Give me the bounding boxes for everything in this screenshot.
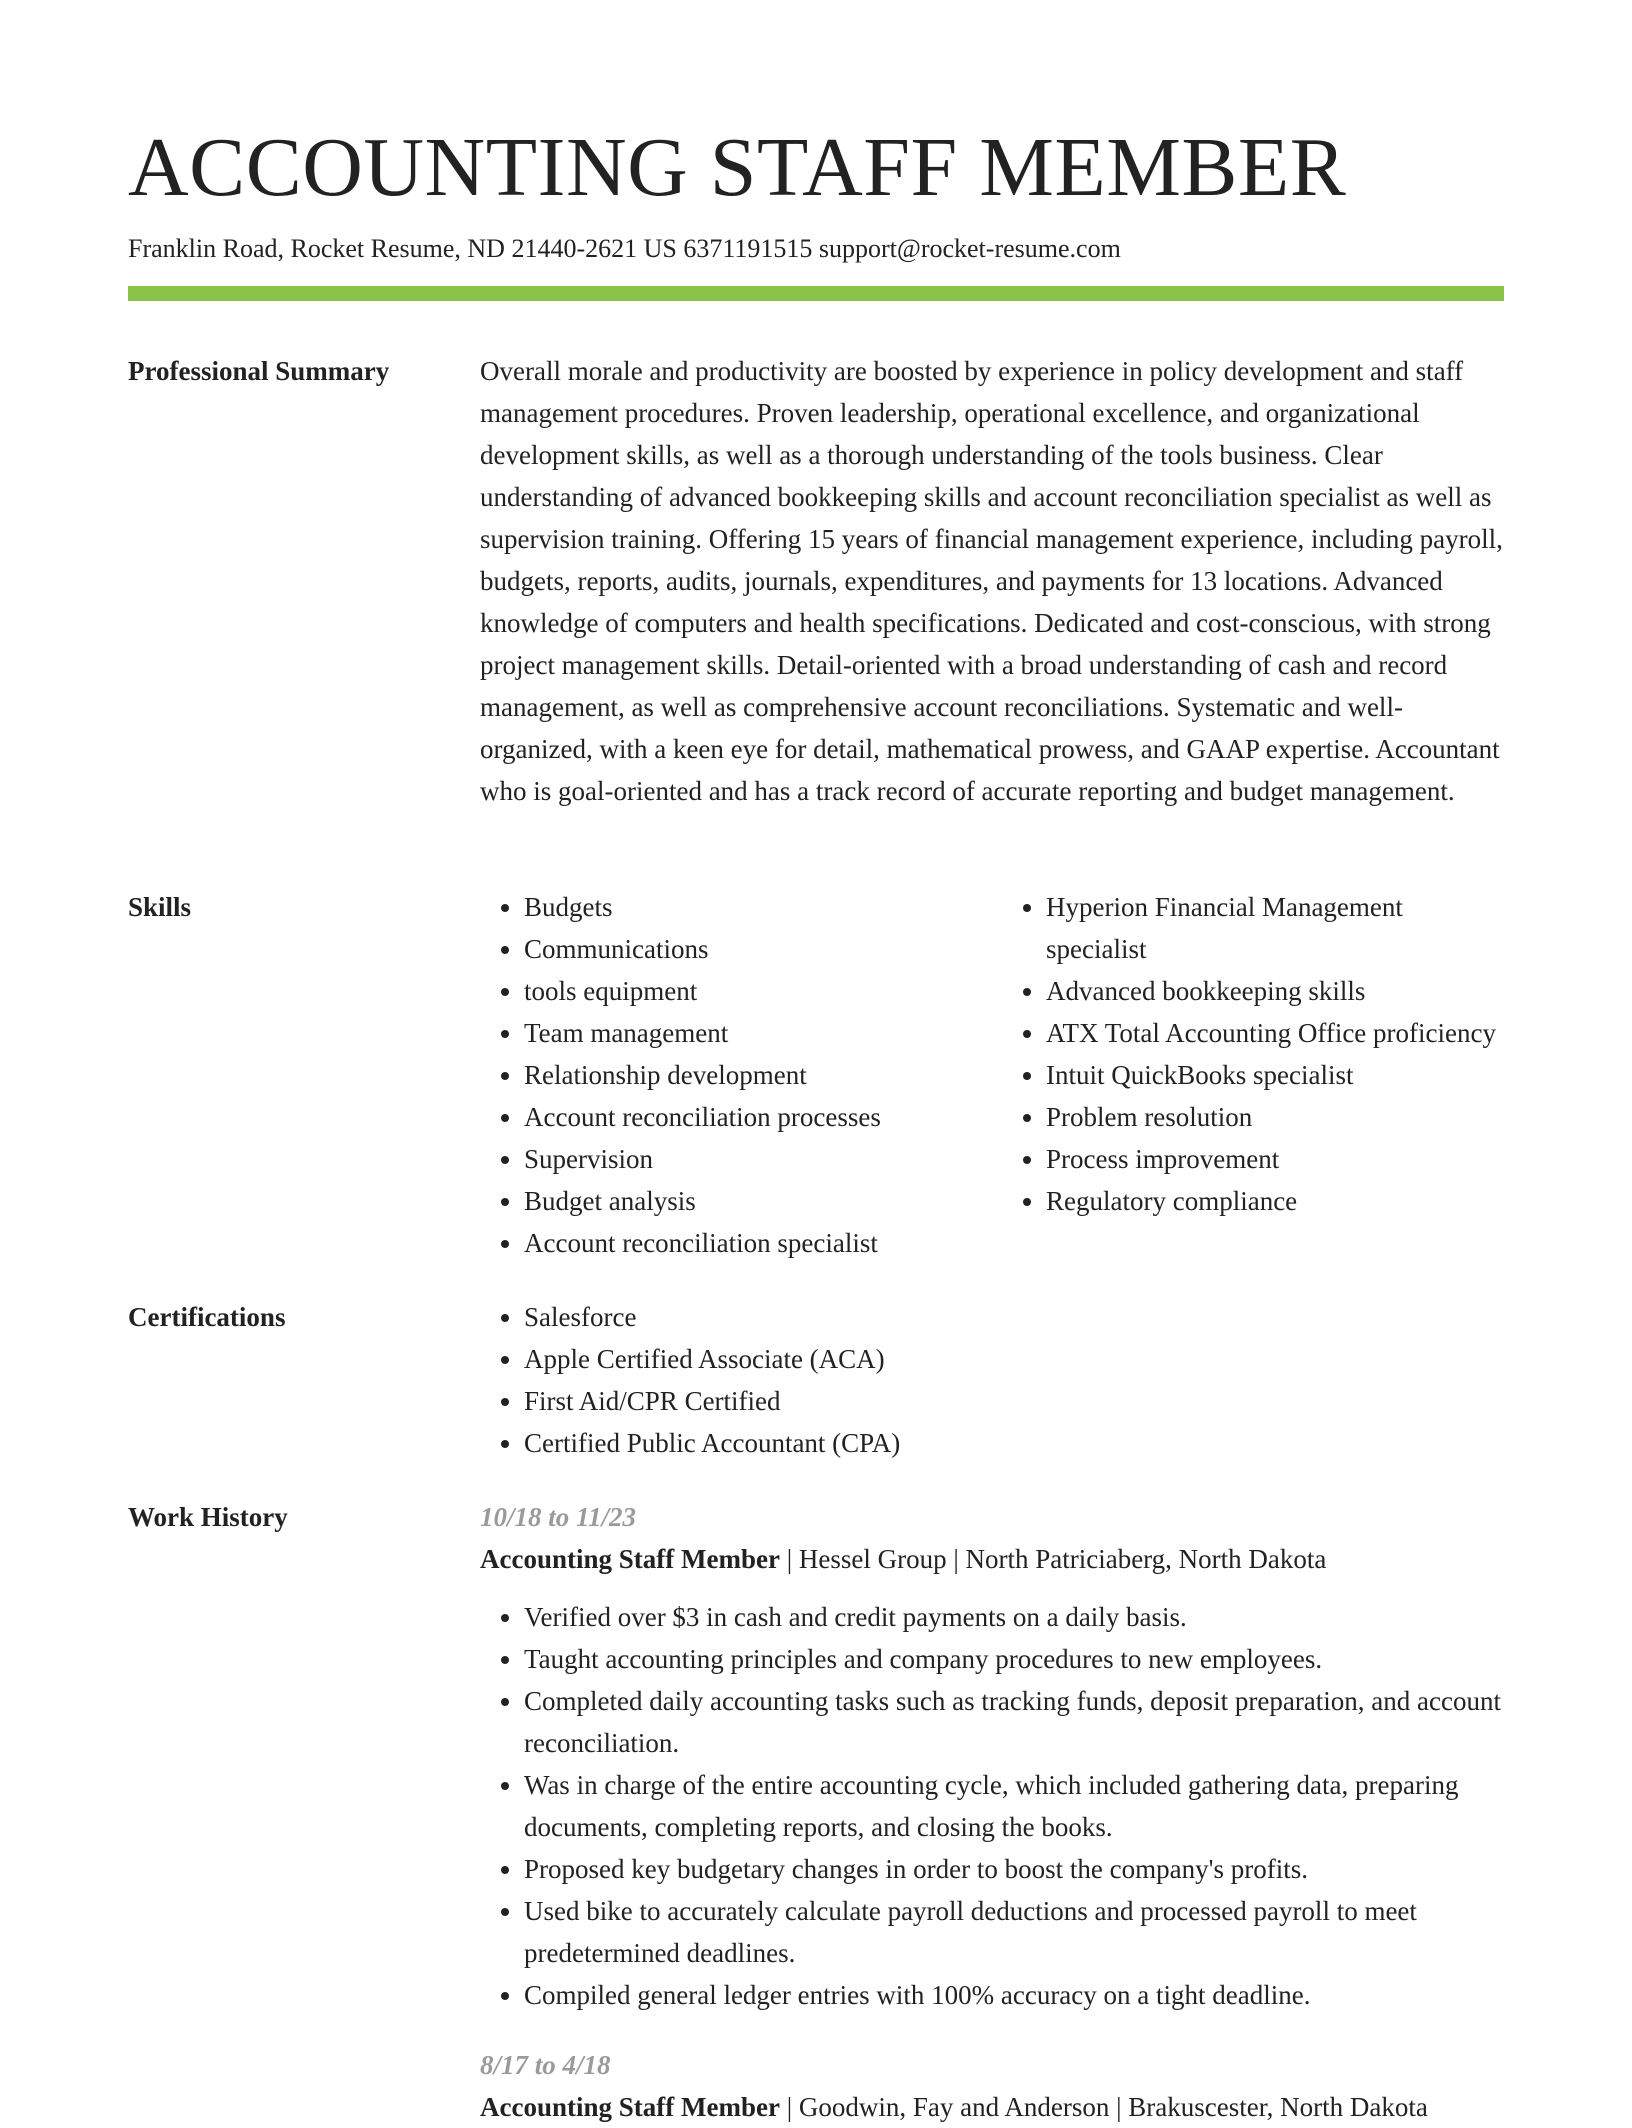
certifications-section-title: Certifications xyxy=(128,1302,286,1332)
skill-item: • Advanced bookkeeping skills xyxy=(1046,970,1504,1012)
skills-section-title: Skills xyxy=(128,892,192,922)
certification-item: • Salesforce xyxy=(524,1296,1504,1338)
skill-item: • Account reconciliation specialist xyxy=(524,1222,982,1264)
job-entry xyxy=(480,1496,1504,2016)
work-history-body xyxy=(480,1496,1504,2128)
job-title: Accounting Staff Member xyxy=(480,2092,780,2122)
skill-item: • Regulatory compliance xyxy=(1046,1180,1504,1222)
skill-item: • Process improvement xyxy=(1046,1138,1504,1180)
job-bullet: • Completed daily accounting tasks such as tracking funds, deposit preparation, and account reconciliation. xyxy=(524,1680,1504,1764)
skill-item: • Account reconciliation processes xyxy=(524,1096,982,1138)
job-heading xyxy=(480,2086,1504,2128)
skill-item: • Supervision xyxy=(524,1138,982,1180)
job-dates: 8/17 to 4/18 xyxy=(480,2050,611,2080)
contact-line: Franklin Road, Rocket Resume, ND 21440-2621 US 6371191515 support@rocket-resume.com xyxy=(128,234,1121,263)
job-bullets xyxy=(480,1596,1504,2016)
skill-item: • Budgets xyxy=(524,886,982,928)
job-dates: 10/18 to 11/23 xyxy=(480,1502,637,1532)
certifications-list xyxy=(480,1296,1504,1464)
job-bullet: • Verified over $3 in cash and credit payments on a daily basis. xyxy=(524,1596,1504,1638)
summary-section-title: Professional Summary xyxy=(128,356,390,386)
job-bullet: • Taught accounting principles and company procedures to new employees. xyxy=(524,1638,1504,1680)
resume-name-heading: ACCOUNTING STAFF MEMBER xyxy=(128,121,1347,214)
skills-list-left xyxy=(480,886,982,1264)
work-history-section-title: Work History xyxy=(128,1502,288,1532)
job-title: Accounting Staff Member xyxy=(480,1544,780,1574)
skill-item: • Intuit QuickBooks specialist xyxy=(1046,1054,1504,1096)
accent-divider xyxy=(128,286,1504,301)
job-details: | Hessel Group | North Patriciaberg, North Dakota xyxy=(779,1544,1327,1574)
skill-item: • Budget analysis xyxy=(524,1180,982,1222)
job-details: | Goodwin, Fay and Anderson | Brakuscester, North Dakota xyxy=(779,2092,1428,2122)
skill-item: • Team management xyxy=(524,1012,982,1054)
certification-item: • First Aid/CPR Certified xyxy=(524,1380,1504,1422)
skills-body xyxy=(480,886,1504,1264)
skills-columns xyxy=(480,886,1504,1264)
job-heading xyxy=(480,1538,1504,1580)
job-bullet: • Used bike to accurately calculate payroll deductions and processed payroll to meet predetermined deadlines. xyxy=(524,1890,1504,1974)
skills-list-right xyxy=(1002,886,1504,1264)
skill-item: • Hyperion Financial Management specialist xyxy=(1046,886,1504,970)
summary-text: Overall morale and productivity are boosted by experience in policy development and staff management procedures. Proven leadership, operational excellence, and organizational development skills, as well as a thorough understanding of the tools business. Clear understanding of advanced bookkeeping skills and account reconciliation specialist as well as supervision training. Offering 15 years of financial management experience, including payroll, budgets, reports, audits, journals, expenditures, and payments for 13 locations. Advanced knowledge of computers and health specifications. Dedicated and cost-conscious, with strong project management skills. Detail-oriented with a broad understanding of cash and record management, as well as comprehensive account reconciliations. Systematic and well-organized, with a keen eye for detail, mathematical prowess, and GAAP expertise. Accountant who is goal-oriented and has a track record of accurate reporting and budget management. xyxy=(480,356,1503,806)
skill-item: • tools equipment xyxy=(524,970,982,1012)
job-bullet: • Proposed key budgetary changes in order to boost the company's profits. xyxy=(524,1848,1504,1890)
skill-item: • Problem resolution xyxy=(1046,1096,1504,1138)
skill-item: • ATX Total Accounting Office proficiency xyxy=(1046,1012,1504,1054)
job-entry xyxy=(480,2044,1504,2128)
certification-item: • Apple Certified Associate (ACA) xyxy=(524,1338,1504,1380)
certifications-body xyxy=(480,1296,1504,1464)
certification-item: • Certified Public Accountant (CPA) xyxy=(524,1422,1504,1464)
skill-item: • Relationship development xyxy=(524,1054,982,1096)
job-bullet: • Was in charge of the entire accounting cycle, which included gathering data, preparing documents, completing reports, and closing the books. xyxy=(524,1764,1504,1848)
summary-body xyxy=(480,350,1504,812)
skill-item: • Communications xyxy=(524,928,982,970)
job-bullet: • Compiled general ledger entries with 100% accuracy on a tight deadline. xyxy=(524,1974,1504,2016)
